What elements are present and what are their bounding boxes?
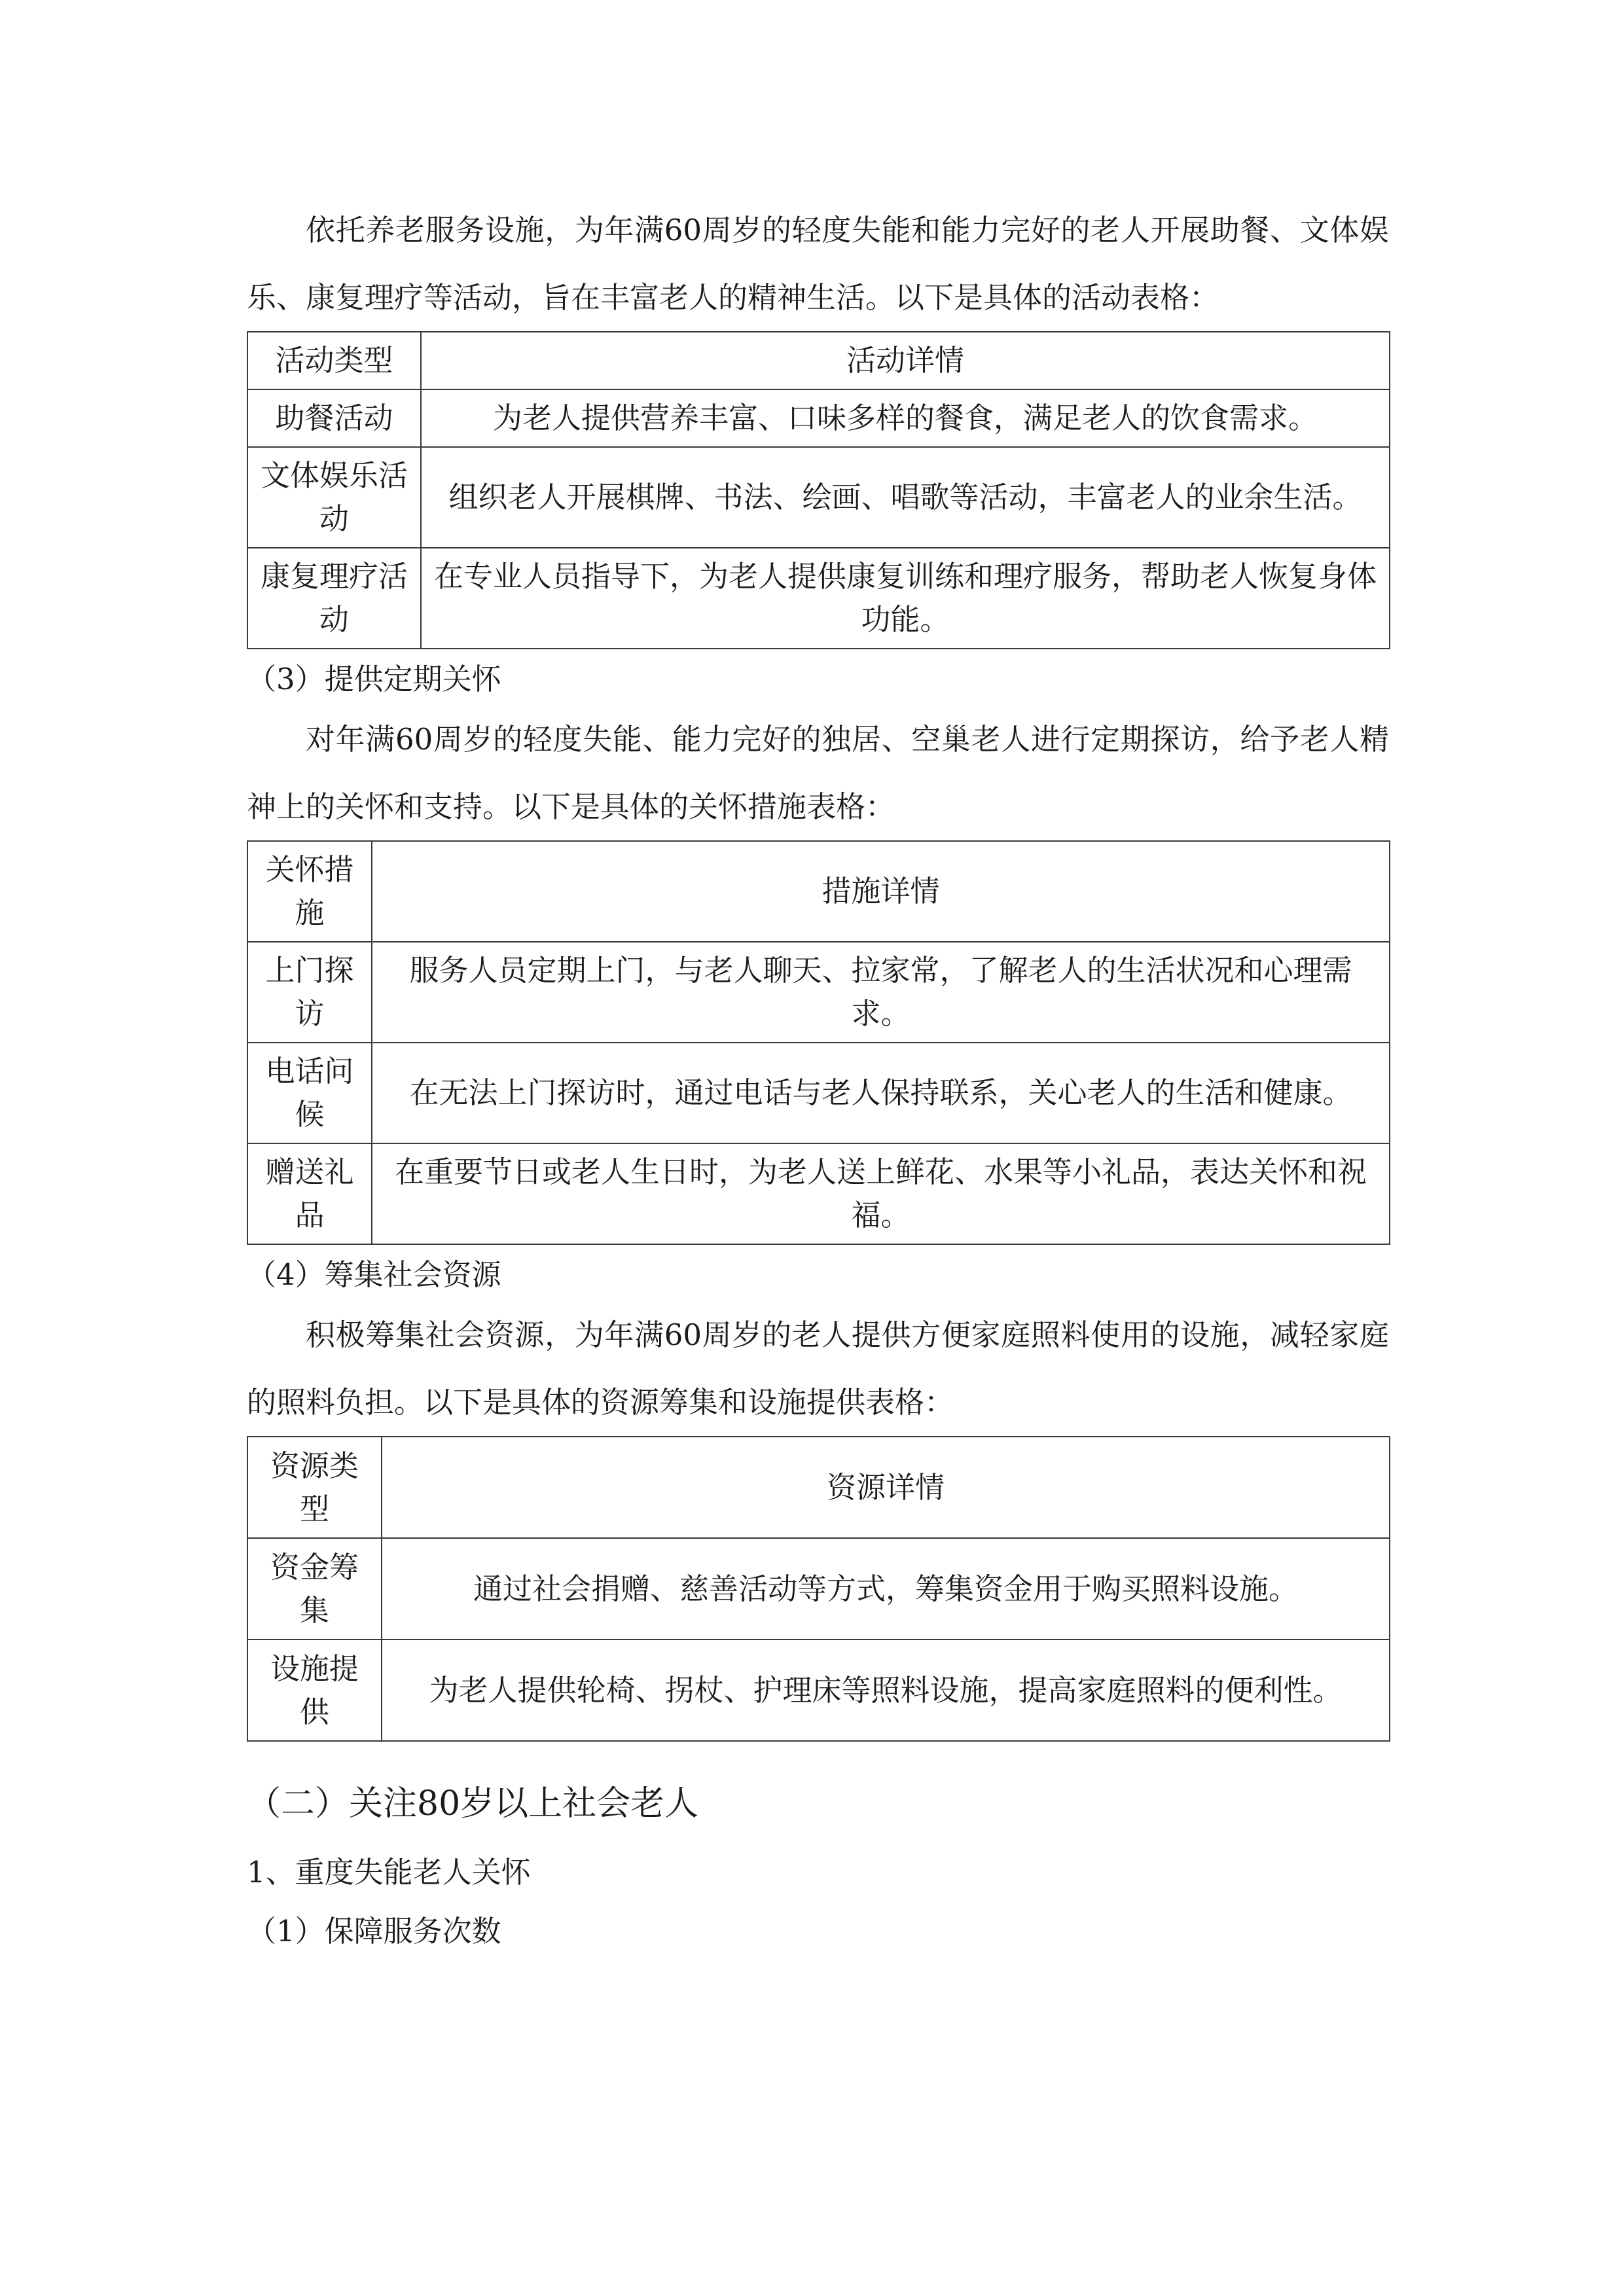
item-heading: （1）保障服务次数 — [247, 1914, 501, 1948]
activities-intro: 依托养老服务设施，为年满60周岁的轻度失能和能力完好的老人开展助餐、文体娱乐、康复理疗等活动，旨在丰富老人的精神生活。以下是具体的活动表格： — [247, 213, 1389, 315]
resources-intro: 积极筹集社会资源，为年满60周岁的老人提供方便家庭照料使用的设施，减轻家庭的照料负担。以下是具体的资源筹集和设施提供表格： — [247, 1318, 1389, 1420]
table-header-row — [247, 1437, 1390, 1538]
table-row — [247, 447, 1390, 548]
table-header-cell: 活动类型 — [247, 332, 421, 389]
resources-heading: （4）筹集社会资源 — [247, 1257, 501, 1292]
care-intro: 对年满60周岁的轻度失能、能力完好的独居、空巢老人进行定期探访，给予老人精神上的关怀和支持。以下是具体的关怀措施表格： — [247, 722, 1389, 824]
table-header-row — [247, 841, 1390, 942]
subsection-heading: 1、重度失能老人关怀 — [247, 1855, 531, 1890]
table-row — [247, 389, 1390, 447]
table-cell: 服务人员定期上门，与老人聊天、拉家常，了解老人的生活状况和心理需求。 — [372, 942, 1390, 1043]
table-row — [247, 942, 1390, 1043]
table-row — [247, 1538, 1390, 1640]
table-cell: 在重要节日或老人生日时，为老人送上鲜花、水果等小礼品，表达关怀和祝福。 — [372, 1143, 1390, 1244]
care-table — [247, 840, 1390, 1245]
table-cell: 上门探访 — [247, 942, 372, 1043]
activities-table — [247, 331, 1390, 649]
table-row — [247, 548, 1390, 649]
table-cell: 为老人提供轮椅、拐杖、护理床等照料设施，提高家庭照料的便利性。 — [382, 1640, 1390, 1741]
table-row — [247, 1640, 1390, 1741]
table-header-cell: 活动详情 — [421, 332, 1390, 389]
table-cell: 资金筹集 — [247, 1538, 382, 1640]
table-cell: 电话问候 — [247, 1043, 372, 1143]
table-row — [247, 1143, 1390, 1244]
section-heading-80plus: （二）关注80岁以上社会老人 — [247, 1784, 699, 1823]
table-header-row — [247, 332, 1390, 389]
table-cell: 康复理疗活动 — [247, 548, 421, 649]
table-cell: 在无法上门探访时，通过电话与老人保持联系，关心老人的生活和健康。 — [372, 1043, 1390, 1143]
table-cell: 文体娱乐活动 — [247, 447, 421, 548]
document-page — [247, 196, 1389, 1958]
table-cell: 助餐活动 — [247, 389, 421, 447]
table-header-cell: 资源类型 — [247, 1437, 382, 1538]
table-header-cell: 资源详情 — [382, 1437, 1390, 1538]
table-row — [247, 1043, 1390, 1143]
table-cell: 赠送礼品 — [247, 1143, 372, 1244]
resources-table — [247, 1436, 1390, 1742]
table-header-cell: 关怀措施 — [247, 841, 372, 942]
table-cell: 为老人提供营养丰富、口味多样的餐食，满足老人的饮食需求。 — [421, 389, 1390, 447]
table-cell: 组织老人开展棋牌、书法、绘画、唱歌等活动，丰富老人的业余生活。 — [421, 447, 1390, 548]
table-cell: 设施提供 — [247, 1640, 382, 1741]
table-cell: 在专业人员指导下，为老人提供康复训练和理疗服务，帮助老人恢复身体功能。 — [421, 548, 1390, 649]
table-header-cell: 措施详情 — [372, 841, 1390, 942]
care-heading: （3）提供定期关怀 — [247, 662, 501, 696]
table-cell: 通过社会捐赠、慈善活动等方式，筹集资金用于购买照料设施。 — [382, 1538, 1390, 1640]
